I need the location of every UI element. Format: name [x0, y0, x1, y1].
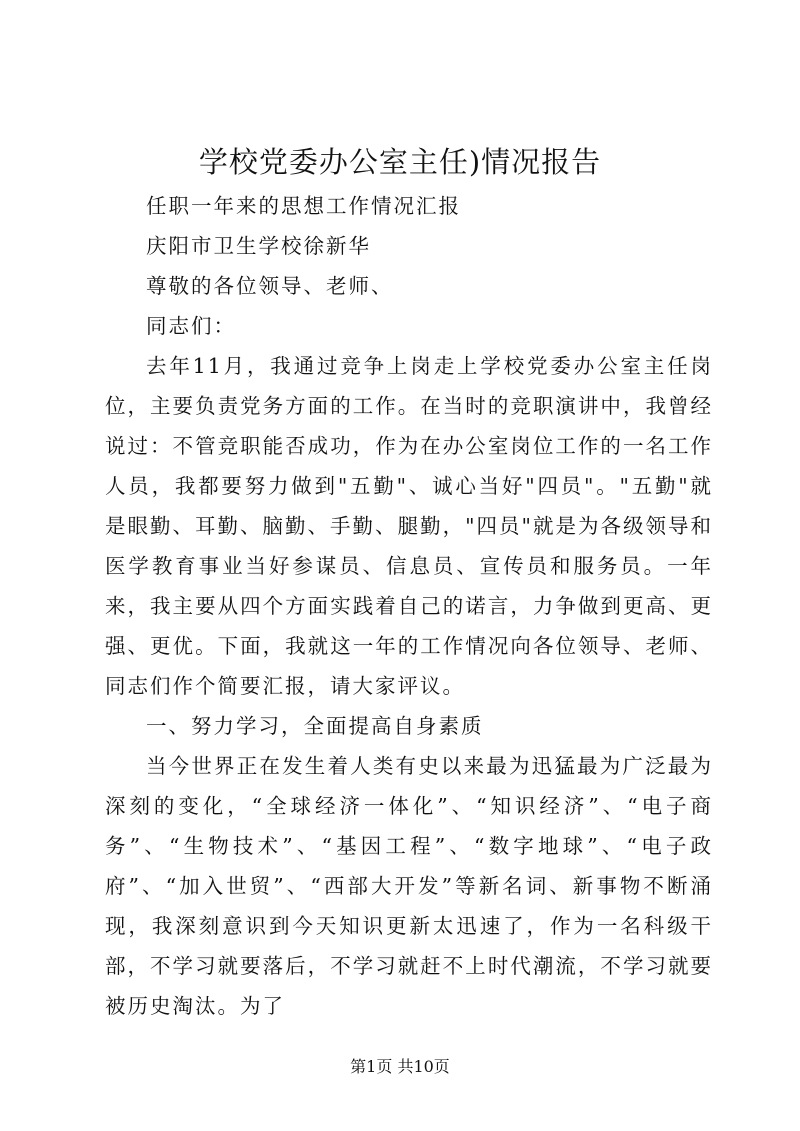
salutation-continued-paragraph: 同志们： [146, 314, 236, 338]
document-title: 学校党委办公室主任)情况报告 [198, 145, 602, 179]
page-footer: 第1页 共10页 [350, 1057, 450, 1076]
subtitle-paragraph: 任职一年来的思想工作情况汇报 [146, 194, 461, 218]
salutation-paragraph: 尊敬的各位领导、老师、 [146, 274, 394, 298]
body-paragraph: 当今世界正在发生着人类有史以来最为迅猛最为广泛最为深刻的变化，“全球经济一体化”、“知识经济”、“电子商务”、“生物技术”、“基因工程”、“数字地球”、“电子政府”、“加入世贸”、“西部大开发”等新名词、新事物不断涌现，我深刻意识到今天知识更新太迅速了，作为一名科级干部，不学习就要落后，不学习就赶不上时代潮流，不学习就要被历史淘汰。为了 [105, 754, 713, 1018]
body-paragraph: 去年11月，我通过竞争上岗走上学校党委办公室主任岗位，主要负责党务方面的工作。在当时的竞职演讲中，我曾经说过：不管竞职能否成功，作为在办公室岗位工作的一名工作人员，我都要努力做到"五勤"、诚心当好"四员"。"五勤"就是眼勤、耳勤、脑勤、手勤、腿勤，"四员"就是为各级领导和医学教育事业当好参谋员、信息员、宣传员和服务员。一年来，我主要从四个方面实践着自己的诺言，力争做到更高、更强、更优。下面，我就这一年的工作情况向各位领导、老师、同志们作个简要汇报，请大家评议。 [105, 354, 713, 698]
document-body [105, 186, 713, 1026]
author-paragraph: 庆阳市卫生学校徐新华 [146, 234, 371, 258]
section-heading: 一、努力学习，全面提高自身素质 [146, 714, 484, 738]
